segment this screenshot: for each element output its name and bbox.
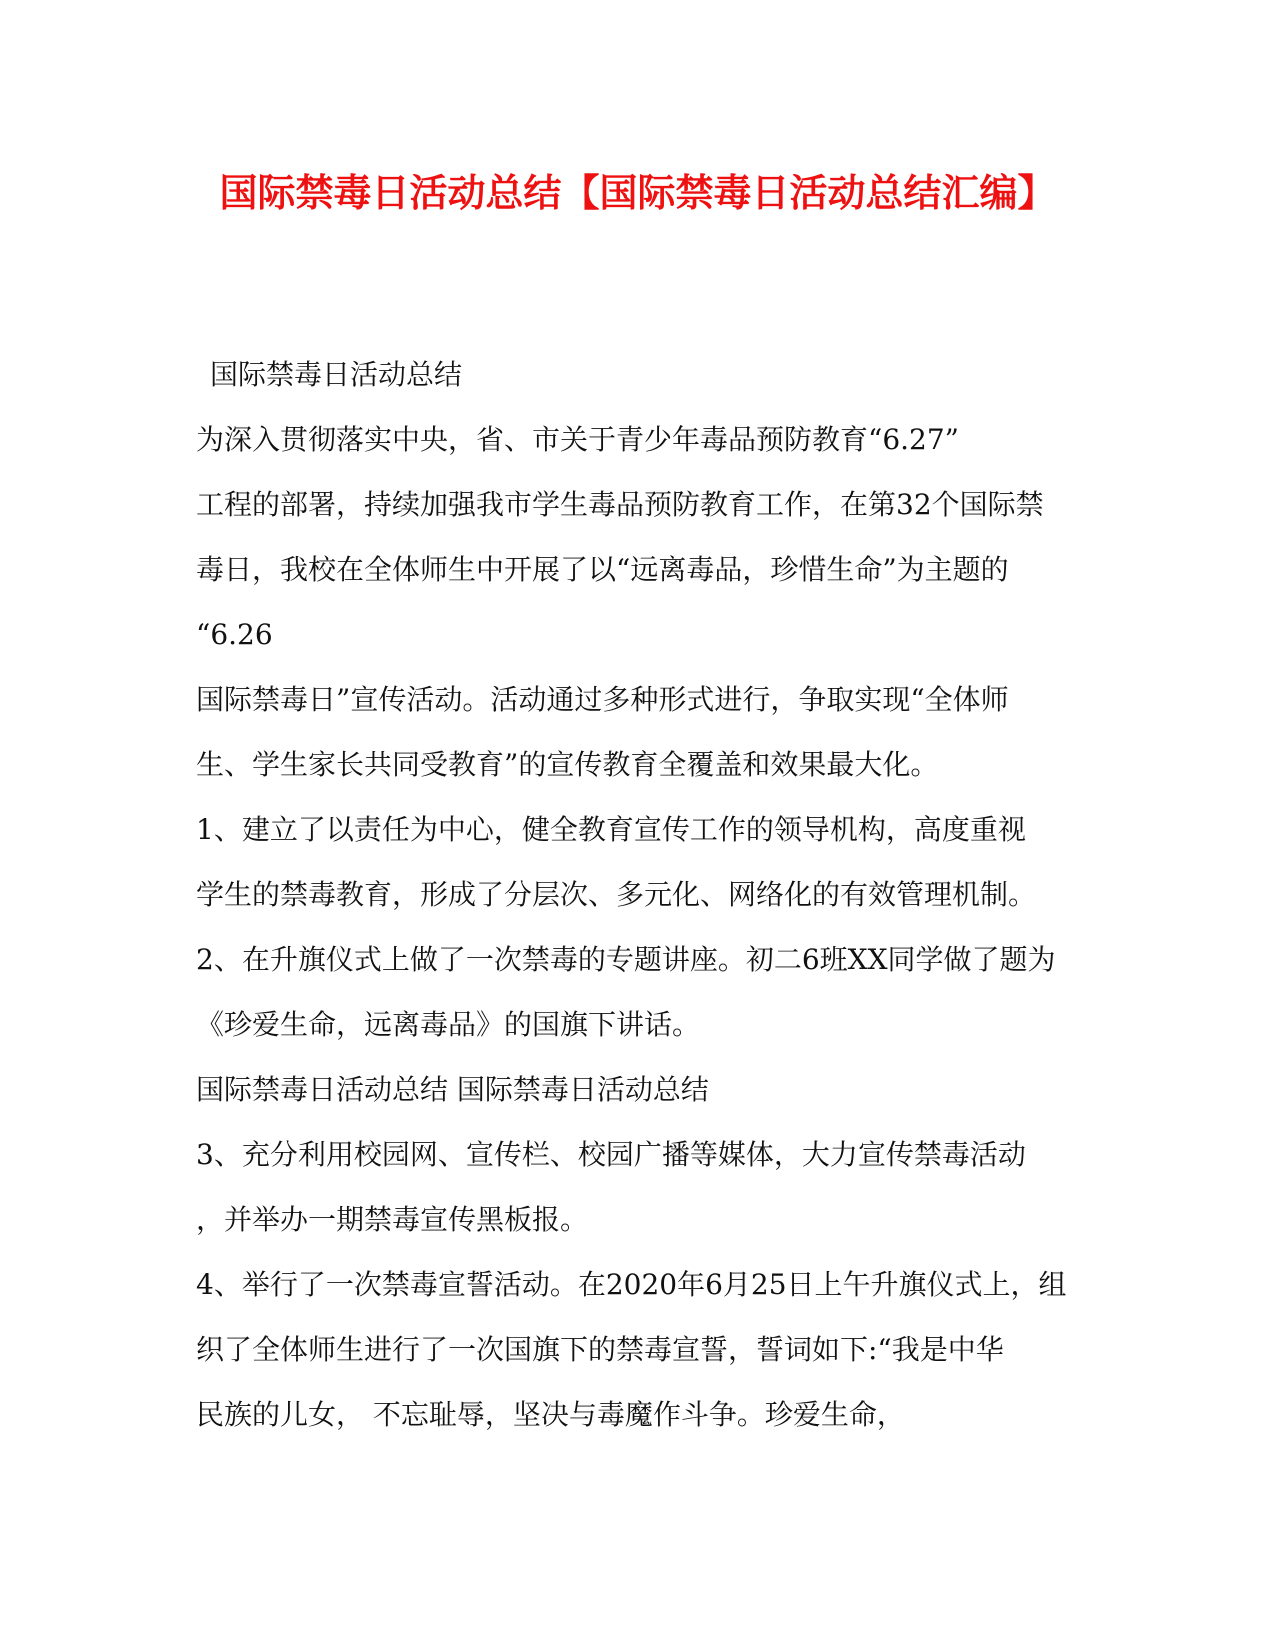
list-item-line: 4、举行了一次禁毒宣誓活动。在2020年6月25日上午升旗仪式上，组 bbox=[196, 1268, 1067, 1301]
list-item-line: 民族的儿女， 不忘耻辱，坚决与毒魔作斗争。珍爱生命， bbox=[196, 1398, 905, 1431]
list-item-line: ，并举办一期禁毒宣传黑板报。 bbox=[196, 1203, 589, 1236]
list-item-line: 织了全体师生进行了一次国旗下的禁毒宣誓，誓词如下:“我是中华 bbox=[196, 1333, 1004, 1366]
repeated-heading-line: 国际禁毒日活动总结 国际禁毒日活动总结 bbox=[196, 1073, 709, 1106]
document-title: 国际禁毒日活动总结【国际禁毒日活动总结汇编】 bbox=[219, 170, 1056, 215]
paragraph-line: 国际禁毒日”宣传活动。活动通过多种形式进行，争取实现“全体师 bbox=[196, 683, 1009, 716]
section-heading: 国际禁毒日活动总结 bbox=[210, 358, 463, 391]
list-item-line: 1、建立了以责任为中心，健全教育宣传工作的领导机构，高度重视 bbox=[196, 813, 1026, 846]
paragraph-line: 毒日，我校在全体师生中开展了以“远离毒品，珍惜生命”为主题的 bbox=[196, 553, 1009, 586]
document-body bbox=[196, 348, 1086, 1453]
paragraph-line: 为深入贯彻落实中央，省、市关于青少年毒品预防教育“6.27” bbox=[196, 423, 959, 456]
paragraph-line: “6.26 bbox=[196, 618, 273, 651]
list-item-line: 2、在升旗仪式上做了一次禁毒的专题讲座。初二6班XX同学做了题为 bbox=[196, 943, 1056, 976]
paragraph-line: 生、学生家长共同受教育”的宣传教育全覆盖和效果最大化。 bbox=[196, 748, 939, 781]
list-item-line: 3、充分利用校园网、宣传栏、校园广播等媒体，大力宣传禁毒活动 bbox=[196, 1138, 1026, 1171]
list-item-line: 《珍爱生命，远离毒品》的国旗下讲话。 bbox=[196, 1008, 701, 1041]
paragraph-line: 工程的部署，持续加强我市学生毒品预防教育工作，在第32个国际禁 bbox=[196, 488, 1044, 521]
list-item-line: 学生的禁毒教育，形成了分层次、多元化、网络化的有效管理机制。 bbox=[196, 878, 1037, 911]
